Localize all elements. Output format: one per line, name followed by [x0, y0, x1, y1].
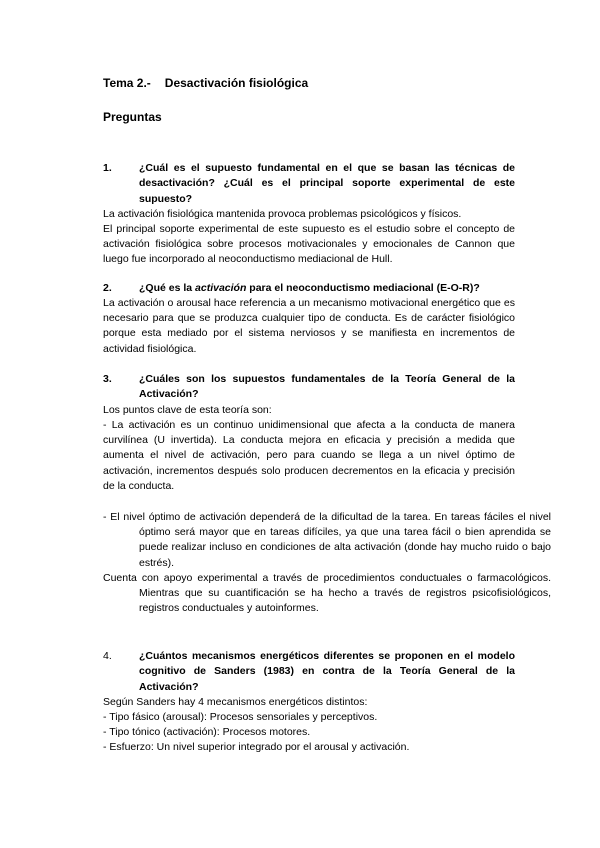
answer-4-intro: Según Sanders hay 4 mecanismos energéticos distintos: [103, 696, 368, 708]
answer-3-intro: Los puntos clave de esta teoría son: [103, 404, 272, 416]
question-3 [103, 372, 515, 403]
list-item: - Tipo fásico (arousal): Procesos sensoriales y perceptivos. [103, 711, 378, 723]
question-number: 3. [103, 373, 112, 385]
question-text: ¿Cuántos mecanismos energéticos diferentes se proponen en el modelo cognitivo de Sanders (1983) en contra de la Teoría General de la Activación? [139, 650, 515, 693]
page-title [103, 76, 515, 91]
question-number: 1. [103, 162, 112, 174]
question-number: 2. [103, 282, 112, 294]
question-text: ¿Cuál es el supuesto fundamental en el que se basan las técnicas de desactivación? ¿Cuál es el principal soporte experimental de este supuesto? [139, 162, 515, 205]
question-2 [103, 281, 515, 296]
answer-2: La activación o arousal hace referencia a un mecanismo motivacional energético que es necesario para que se produzca cualquier tipo de conducta. Es de carácter fisiológico porque esta mediado por el sistema nerviosos y se manifiesta en incrementos de actividad fisiológica. [103, 297, 515, 355]
question-text [139, 281, 515, 296]
answer-3-point-2: - El nivel óptimo de activación dependerá de la dificultad de la tarea. En tareas fáciles el nivel óptimo será mayor que en tareas difíciles, ya que una tarea fácil o bien aprendida se puede realizar incluso en condiciones de alta activación (donde hay mucho ruido o bajo estrés). [103, 511, 551, 569]
list-item: - Tipo tónico (activación): Procesos motores. [103, 726, 311, 738]
question-text-emphasis: activación [195, 282, 247, 294]
question-text-part: para el neoconductismo mediacional (E-O-R)? [246, 282, 480, 294]
title-label: Tema 2.- [103, 76, 151, 90]
answer-3-point-1: - La activación es un continuo unidimensional que afecta a la conducta de manera curvilínea (U invertida). La conducta mejora en eficacia y precisión a medida que aumenta el nivel de activación, pero para cuando se llega a un nivel óptimo de activación, incrementos después solo producen decrementos en la eficacia y precisión de la conducta. [103, 419, 515, 492]
question-1 [103, 161, 515, 207]
question-text-part: ¿Qué es la [139, 282, 196, 294]
list-item: - Esfuerzo: Un nivel superior integrado por el arousal y activación. [103, 741, 410, 753]
question-text: ¿Cuáles son los supuestos fundamentales de la Teoría General de la Activación? [139, 373, 515, 401]
question-number: 4. [103, 650, 112, 662]
question-4 [103, 649, 515, 695]
answer-1-p1: La activación fisiológica mantenida provoca problemas psicológicos y físicos. [103, 208, 462, 220]
section-heading: Preguntas [103, 110, 162, 124]
title-text: Desactivación fisiológica [164, 76, 309, 90]
answer-1-p2: El principal soporte experimental de este supuesto es el estudio sobre el concepto de activación fisiológica sobre procesos motivacionales y emocionales de Cannon que luego fue incorporado al neoconductismo mediacional de Hull. [103, 223, 515, 266]
answer-3-support: Cuenta con apoyo experimental a través de procedimientos conductuales o farmacológicos. Mientras que su cuantificación se ha hecho a través de registros psicofisiológicos, registros conductuales y autoinformes. [103, 572, 551, 615]
